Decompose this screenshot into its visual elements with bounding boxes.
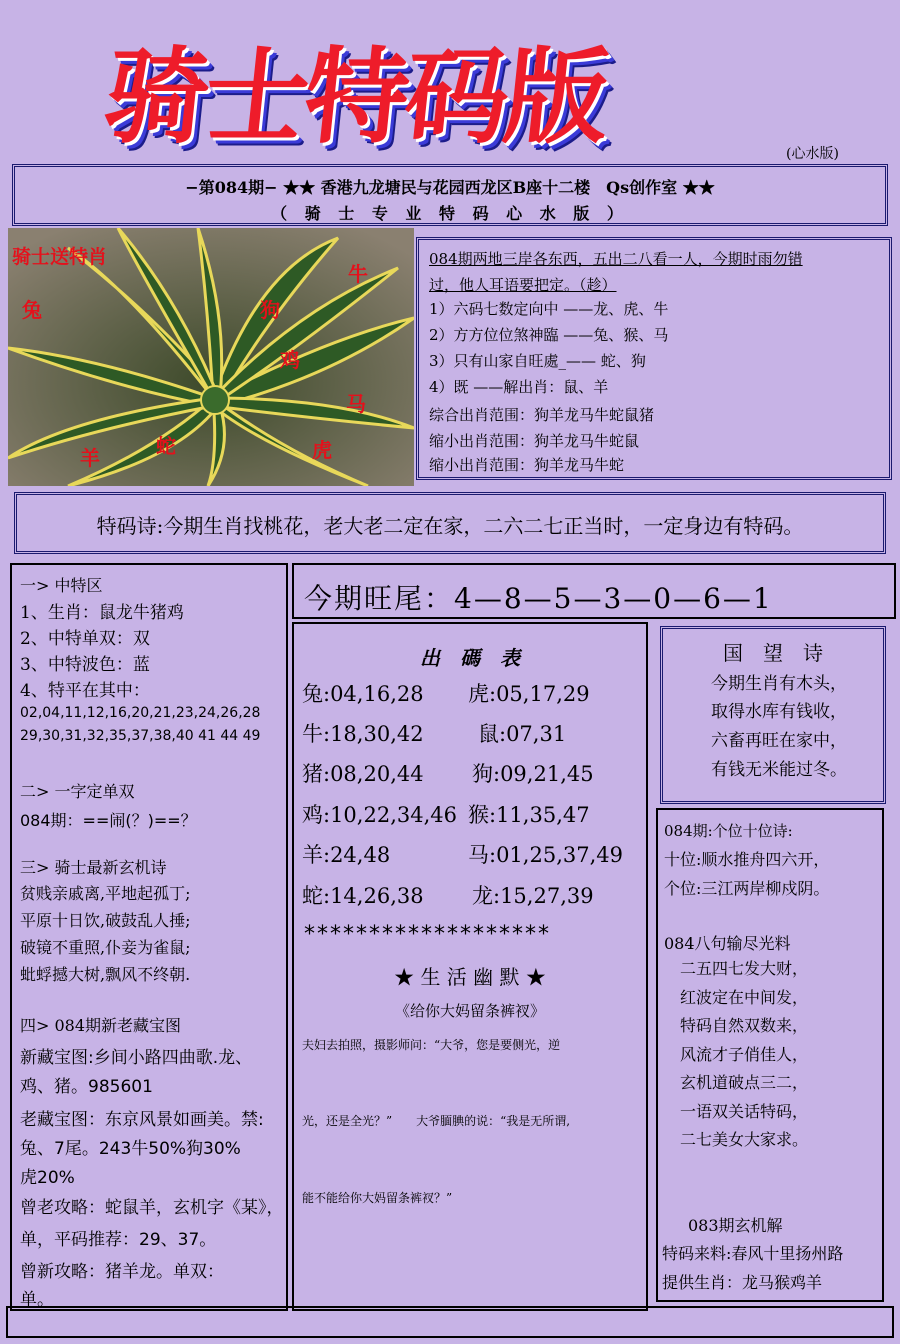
section-4-line: 新藏宝图:乡间小路四曲歌.龙、	[20, 1048, 253, 1068]
guowang-line: 六畜再旺在家中，	[711, 731, 847, 751]
plant-tag: 马	[346, 392, 366, 416]
eight-lines-line: 玄机道破点三二，	[680, 1073, 809, 1092]
left-column	[10, 563, 288, 1311]
code-table-cell: 蛇:14,26,38	[302, 884, 424, 908]
prophecy-line: 综合出肖范围：狗羊龙马牛蛇鼠猪	[429, 406, 655, 424]
section-3-line: 破镜不重照,仆妾为雀鼠;	[20, 938, 191, 957]
section-3-line: 平原十日饮,破鼓乱人捶;	[20, 911, 191, 930]
section-1-title: 一> 中特区	[20, 576, 103, 595]
lucky-tail-box	[292, 563, 896, 619]
code-table-cell: 鼠:07,31	[478, 722, 567, 746]
digit-poem-line: 个位:三江两岸柳戍阴。	[664, 879, 830, 898]
plant-image	[8, 228, 414, 486]
plant-tag: 虎	[312, 438, 332, 462]
eight-lines-line: 风流才子俏佳人，	[680, 1045, 809, 1064]
plant-tag: 牛	[348, 262, 368, 286]
xuanji-title: 083期玄机解	[688, 1216, 783, 1235]
section-3-line: 贫贱亲戚离,平地起孤丁;	[20, 884, 191, 903]
code-table-cell: 猴:11,35,47	[468, 803, 590, 827]
special-code-poem: 特码诗:今期生肖找桃花，老大老二定在家，二六二七正当时，一定身边有特码。	[96, 514, 804, 538]
code-table-cell: 牛:18,30,42	[302, 722, 424, 746]
digit-poem-line: 十位:顺水推舟四六开，	[664, 850, 830, 869]
prophecy-line: 3）只有山家自旺處_—— 蛇、狗	[429, 352, 646, 370]
code-table-cell: 龙:15,27,39	[472, 884, 594, 908]
plant-tag: 羊	[80, 446, 100, 470]
lucky-tail-numbers: 今期旺尾：4—8—5—3—0—6—1	[304, 582, 773, 615]
code-table-cell: 鸡:10,22,34,46	[302, 803, 457, 827]
prophecy-line: 缩小出肖范围：狗羊龙马牛蛇鼠	[429, 432, 640, 450]
section-3-line: 蚍蜉撼大树,飘风不终朝.	[20, 965, 191, 984]
section-1-item: 2、中特单双：双	[20, 629, 150, 649]
guowang-poem-box	[660, 626, 886, 804]
section-4-line: 曾老攻略：蛇鼠羊，玄机字《某》，	[20, 1198, 284, 1218]
section-4-line: 虎20%	[20, 1168, 75, 1188]
prophecy-line: 2）方方位位煞神臨 ——兔、猴、马	[429, 326, 669, 344]
special-numbers-line-2: 29,30,31,32,35,37,38,40 41 44 49	[20, 728, 261, 744]
section-3-title: 三> 骑士最新玄机诗	[20, 858, 167, 877]
header-banner	[12, 164, 888, 226]
code-table-cell: 猪:08,20,44	[302, 762, 424, 786]
section-1-item: 1、生肖：鼠龙牛猪鸡	[20, 603, 184, 623]
eight-lines-line: 红波定在中间发，	[680, 988, 809, 1007]
digit-poem-title: 084期:个位十位诗:	[664, 822, 793, 840]
prophecy-line: 4）既 ——解出肖：鼠、羊	[429, 378, 609, 396]
edition-label: (心水版)	[786, 146, 839, 162]
section-4-line: 兔、7尾。243牛50%狗30%	[20, 1139, 241, 1159]
humor-paragraph: 能不能给你大妈留条裤衩？”	[302, 1191, 453, 1205]
plant-tag: 蛇	[156, 434, 176, 458]
page-title: 骑士特码版	[98, 36, 612, 158]
humor-paragraph: 光，还是全光？” 大爷腼腆的说：“我是无所谓,	[302, 1114, 571, 1128]
header-line-1: −第084期− ★★ 香港九龙塘民与花园西龙区B座十二楼 Qs创作室 ★★	[185, 178, 715, 197]
guowang-line: 今期生肖有木头，	[711, 674, 847, 694]
humor-title: ★ 生 活 幽 默 ★	[394, 965, 546, 989]
section-2-text: 084期：==闹(？)==？	[20, 811, 197, 830]
xuanji-line: 特码来料:春风十里扬州路	[662, 1244, 844, 1263]
eight-lines-line: 二七美女大家求。	[680, 1130, 809, 1149]
plant-tag: 兔	[22, 298, 42, 322]
code-table-title: 出 碼 表	[420, 646, 520, 670]
section-4-line: 单，平码推荐：29、37。	[20, 1230, 217, 1250]
section-4-line: 鸡、猪。985601	[20, 1077, 153, 1097]
section-4-line: 曾新攻略：猪羊龙。单双：	[20, 1262, 224, 1282]
section-4-title: 四> 084期新老藏宝图	[20, 1016, 182, 1035]
humor-subtitle: 《给你大妈留条裤衩》	[394, 1002, 545, 1020]
prophecy-box	[416, 237, 892, 480]
eight-lines-line: 一语双关话特码，	[680, 1102, 809, 1121]
middle-column	[292, 622, 648, 1311]
header-line-2: （ 骑 士 专 业 特 码 心 水 版 ）	[271, 204, 629, 223]
section-1-item: 4、特平在其中：	[20, 681, 150, 701]
right-column	[656, 808, 884, 1302]
code-table-cell: 兔:04,16,28	[302, 682, 424, 706]
code-table-cell: 马:01,25,37,49	[468, 843, 623, 867]
xuanji-line: 提供生肖：龙马猴鸡羊	[662, 1273, 823, 1292]
plant-tag: 狗	[260, 298, 280, 322]
prophecy-line: 过，他人耳语要把定。（趁）	[429, 276, 617, 294]
guowang-line: 取得水库有钱收，	[711, 702, 847, 722]
bottom-bar	[6, 1306, 894, 1338]
eight-lines-line: 二五四七发大财，	[680, 959, 809, 978]
guowang-line: 有钱无米能过冬。	[711, 760, 847, 780]
prophecy-line: 缩小出肖范围：狗羊龙马牛蛇	[429, 456, 625, 474]
special-code-poem-box	[14, 492, 886, 554]
section-4-line: 老藏宝图：东京风景如画美。禁:	[20, 1110, 264, 1130]
star-divider: *******************	[304, 922, 551, 947]
guowang-title: 国 望 诗	[723, 641, 823, 665]
eight-lines-line: 特码自然双数来，	[680, 1016, 809, 1035]
humor-paragraph: 夫妇去拍照，摄影师问：“大爷，您是要侧光，逆	[302, 1038, 561, 1052]
special-numbers-line-1: 02,04,11,12,16,20,21,23,24,26,28	[20, 705, 261, 721]
section-1-item: 3、中特波色：蓝	[20, 655, 150, 675]
plant-title-label: 骑士送特肖	[12, 246, 108, 268]
prophecy-line: 1）六码七数定向中 ——龙、虎、牛	[429, 300, 669, 318]
code-table-cell: 虎:05,17,29	[468, 682, 590, 706]
code-table-cell: 狗:09,21,45	[472, 762, 594, 786]
code-table-cell: 羊:24,48	[302, 843, 391, 867]
plant-tag: 鸡	[280, 348, 300, 372]
prophecy-line: 084期两地三岸各东西，五出二八看一人，今期时雨勿错	[429, 250, 803, 268]
eight-lines-title: 084八句输尽光料	[664, 934, 791, 953]
section-4-line: 单。	[20, 1290, 54, 1310]
section-2-title: 二> 一字定单双	[20, 782, 135, 801]
